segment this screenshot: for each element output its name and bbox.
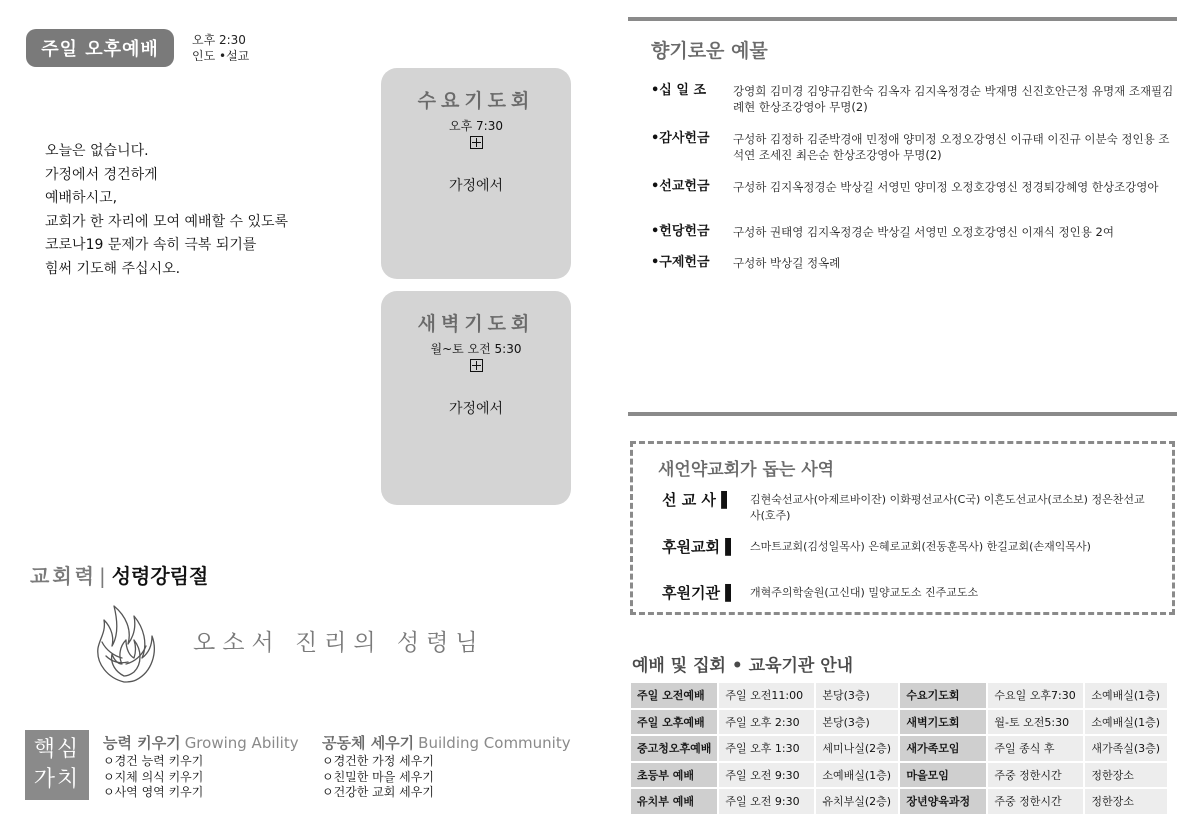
core-value-item: ㅇ경건 능력 키우기: [103, 754, 204, 768]
guide-title: 예배 및 집회 • 교육기관 안내: [632, 656, 854, 676]
table-cell: 새벽기도회: [900, 710, 986, 735]
notice-line: 오늘은 없습니다.: [45, 143, 149, 159]
church-calendar: [30, 560, 208, 589]
boxed-plus-icon: [470, 359, 483, 372]
core-value-list: [103, 754, 299, 801]
table-cell: 주일 오전11:00: [719, 683, 814, 708]
offering-row: [651, 179, 1176, 195]
support-label: 후원교회 ▌: [662, 538, 737, 556]
notice-line: 코로나19 문제가 속히 극복 되기를: [45, 237, 257, 253]
support-label: 후원기관 ▌: [662, 584, 737, 602]
core-badge-line: 가치: [33, 767, 81, 792]
support-label: 선 교 사 ▌: [662, 491, 733, 509]
prayer-title: 수요기도회: [417, 90, 535, 112]
core-value-en: Growing Ability: [184, 734, 299, 752]
table-cell: 중고청오후예배: [631, 736, 717, 761]
table-cell: 주일 오전 9:30: [719, 789, 814, 814]
core-badge-line: 핵심: [33, 737, 81, 762]
offering-label: •선교헌금: [651, 179, 710, 194]
core-value-heading: [322, 733, 571, 753]
table-row: [631, 683, 1167, 708]
core-value-group: [103, 733, 299, 801]
table-cell: 주중 정한시간: [988, 789, 1083, 814]
offering-row: [651, 83, 1176, 115]
support-names: 개혁주의학술원(고신대) 밀양교도소 진주교도소: [750, 586, 979, 599]
offering-row: [651, 224, 1176, 240]
support-row: [662, 539, 1150, 555]
table-cell: 주일 오후예배: [631, 710, 717, 735]
offering-names: 구성하 김정하 김준박경애 민정애 양미정 오정오강영신 이규태 이진규 이분숙 정인용 조석연 조세진 최은순 한상조강영아 무명(2): [733, 132, 1170, 162]
table-cell: 마을모임: [900, 763, 986, 788]
middle-divider: [628, 412, 1177, 416]
support-names: 김현숙선교사(아제르바이잔) 이화평선교사(C국) 이흔도선교사(코소보) 정은찬선교사(호주): [750, 493, 1145, 522]
prayer-place: 가정에서: [448, 178, 504, 194]
notice-text: [45, 140, 288, 281]
calendar-phrase: 오소서 진리의 성령님: [193, 630, 485, 656]
core-value-heading: [103, 733, 299, 753]
offering-row: [651, 255, 1176, 271]
prayer-time: 월~토 오전 5:30: [430, 342, 522, 356]
top-divider: [628, 17, 1177, 21]
notice-line: 예배하시고,: [45, 190, 118, 206]
notice-line: 교회가 한 자리에 모여 예배할 수 있도록: [45, 213, 289, 230]
core-value-ko: 공동체 세우기: [322, 734, 415, 752]
table-row: [631, 789, 1167, 814]
dawn-prayer-card: [381, 291, 571, 505]
table-cell: 주일 오전 9:30: [719, 763, 814, 788]
prayer-place: 가정에서: [448, 401, 504, 417]
table-cell: 세미나실(2층): [816, 736, 898, 761]
offering-names: 구성하 김지옥정경순 박상길 서영민 양미정 오정호강영신 정경퇴강혜영 한상조강영아: [733, 180, 1159, 194]
core-value-group: [322, 733, 571, 801]
table-cell: 수요일 오후7:30: [988, 683, 1083, 708]
core-value-list: [322, 754, 571, 801]
table-cell: 본당(3층): [816, 683, 898, 708]
support-names: 스마트교회(김성일목사) 은혜로교회(전동훈목사) 한길교회(손재익목사): [750, 540, 1091, 553]
offering-names: 구성하 권태영 김지옥정경순 박상길 서영민 오정호강영신 이재식 정인용 2여: [733, 225, 1114, 239]
notice-line: 힘써 기도해 주십시오.: [45, 260, 181, 277]
table-cell: 장년양육과정: [900, 789, 986, 814]
offering-row: [651, 131, 1176, 163]
holy-spirit-flame-icon: [88, 598, 160, 686]
support-row: [662, 585, 1150, 601]
offering-names: 구성하 박상길 정옥례: [733, 256, 841, 270]
table-cell: 정한장소: [1085, 789, 1167, 814]
offerings-title: 향기로운 예물: [651, 40, 768, 62]
core-value-item: ㅇ사역 영역 키우기: [103, 785, 204, 799]
core-value-item: ㅇ경건한 가정 세우기: [322, 754, 434, 768]
table-cell: 주일 오후 1:30: [719, 736, 814, 761]
table-row: [631, 710, 1167, 735]
table-cell: 수요기도회: [900, 683, 986, 708]
calendar-separator: |: [98, 564, 106, 588]
prayer-title: 새벽기도회: [417, 313, 535, 335]
table-cell: 유치부실(2층): [816, 789, 898, 814]
notice-line: 가정에서 경건하게: [45, 166, 158, 183]
core-value-item: ㅇ지체 의식 키우기: [103, 769, 204, 784]
core-value-item: ㅇ건강한 교회 세우기: [322, 785, 434, 799]
table-cell: 새가족모임: [900, 736, 986, 761]
calendar-season: 성령강림절: [111, 564, 209, 588]
table-cell: 주일 종식 후: [988, 736, 1083, 761]
wednesday-prayer-card: [381, 68, 571, 279]
table-row: [631, 736, 1167, 761]
boxed-plus-icon: [470, 136, 483, 149]
calendar-label: 교회력: [30, 564, 97, 588]
offering-names: 강영희 김미경 김양규김한숙 김옥자 김지옥정경순 박재명 신진호안근정 유명재 조재필김례현 한상조강영아 무명(2): [733, 84, 1174, 114]
prayer-time: 오후 7:30: [449, 119, 503, 133]
core-value-item: ㅇ친밀한 마을 세우기: [322, 769, 434, 784]
offering-label: •감사헌금: [651, 131, 710, 146]
table-cell: 주일 오후 2:30: [719, 710, 814, 735]
guide-table: [629, 681, 1169, 816]
table-cell: 소예배실(1층): [816, 763, 898, 788]
table-cell: 유치부 예배: [631, 789, 717, 814]
offering-label: •헌당헌금: [651, 224, 710, 239]
table-cell: 주일 오전예배: [631, 683, 717, 708]
table-cell: 본당(3층): [816, 710, 898, 735]
service-leader: 인도 •설교: [192, 49, 250, 63]
table-row: [631, 763, 1167, 788]
core-values-badge: [25, 730, 89, 800]
table-cell: 정한장소: [1085, 763, 1167, 788]
service-info: [192, 32, 249, 64]
core-value-en: Building Community: [418, 734, 571, 752]
support-title: 새언약교회가 돕는 사역: [658, 460, 835, 480]
service-time: 오후 2:30: [192, 33, 246, 47]
table-cell: 새가족실(3층): [1085, 736, 1167, 761]
table-cell: 소예배실(1층): [1085, 710, 1167, 735]
service-badge: 주일 오후예배: [26, 29, 174, 67]
offering-label: •십 일 조: [651, 83, 707, 98]
table-cell: 초등부 예배: [631, 763, 717, 788]
table-cell: 소예배실(1층): [1085, 683, 1167, 708]
support-row: [662, 492, 1150, 524]
table-cell: 월-토 오전5:30: [988, 710, 1083, 735]
table-cell: 주중 정한시간: [988, 763, 1083, 788]
offering-label: •구제헌금: [651, 255, 710, 270]
core-value-ko: 능력 키우기: [103, 734, 181, 752]
